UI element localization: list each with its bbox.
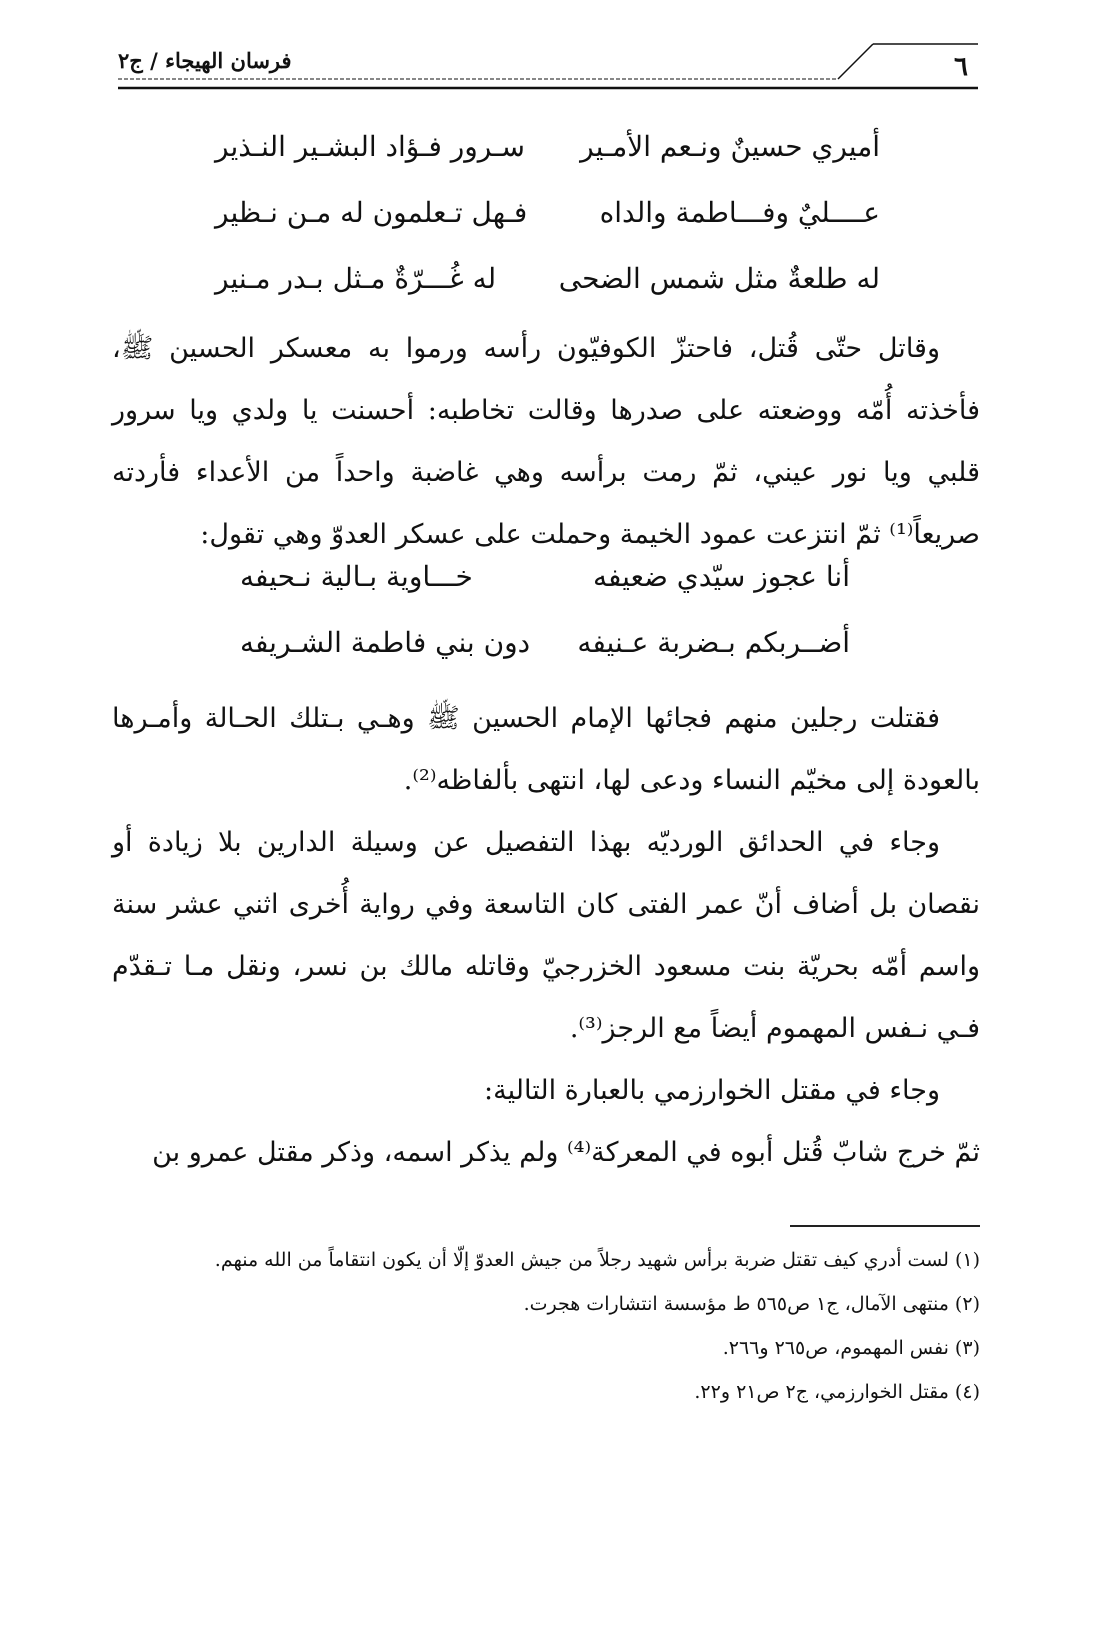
paragraph-text: ثمّ خرج شابّ قُتل أبوه في المعركة⁽⁴⁾ ولم يذكر اسمه، وذكر مقتل عمرو بن: [152, 1137, 980, 1168]
footnote: (٢) منتهى الآمال، ج١ ص٥٦٥ ط مؤسسة انتشارات هجرت.: [523, 1293, 980, 1315]
footnote: (٤) مقتل الخوارزمي، ج٢ ص٢١ و٢٢.: [694, 1381, 980, 1403]
paragraph-text: وقاتل حتّى قُتل، فاحتزّ الكوفيّون رأسه ورموا به معسكر الحسين ﷺ، فأخذته أُمّه ووضعته على صدرها وقالت تخاطبه: أحسنت يا ولدي ويا سرور قلبي ويا نور عيني، ثمّ رمت برأسه وهي غاضبة واحداً من الأعداء فأردته صريعاً⁽¹⁾ ثمّ انتزعت عمود الخيمة وحملت على عسكر العدوّ وهي تقول:: [112, 333, 980, 550]
book-title: فرسان الهيجاء / ج٢: [118, 48, 292, 73]
verse-first-hemistich: أميري حسينٌ ونـعم الأمـير: [580, 130, 880, 163]
page-header: [118, 38, 978, 98]
verse-second-hemistich: دون بني فاطمة الشـريفه: [240, 626, 531, 659]
page-number: ٦: [954, 52, 968, 82]
verse-second-hemistich: سـرور فـؤاد البشـير النـذير: [215, 130, 525, 163]
paragraph-text: فقتلت رجلين منهم فجائها الإمام الحسين ﷺ وهـي بـتلك الحـالة وأمـرها بالعودة إلى مخيّم النساء ودعى لها، انتهى بألفاظه⁽²⁾.: [112, 703, 980, 796]
paragraph-2: [112, 688, 980, 812]
paragraph-3: [112, 812, 980, 1060]
verse-second-hemistich: خـــاوية بـالية نـحيفه: [240, 560, 473, 593]
footnote-separator: [790, 1225, 980, 1227]
paragraph-1: [112, 318, 980, 566]
verse: [215, 130, 880, 196]
poem-block-1: [215, 130, 880, 328]
paragraph-4: [112, 1060, 980, 1184]
verse: [240, 626, 850, 692]
verse-first-hemistich: له طلعةٌ مثل شمس الضحى: [558, 262, 880, 295]
verse-second-hemistich: فـهل تـعلمون له مـن نـظير: [215, 196, 528, 229]
poem-block-2: [240, 560, 850, 692]
verse-second-hemistich: له غُـــرّةٌ مـثل بـدر مـنير: [215, 262, 497, 295]
verse: [215, 196, 880, 262]
paragraph-text: وجاء في الحدائق الورديّه بهذا التفصيل عن وسيلة الدارين بلا زيادة أو نقصان بل أضاف أنّ عمر الفتى كان التاسعة وفي رواية أُخرى اثني عشر سنة واسم أمّه بحريّة بنت مسعود الخزرجيّ وقاتله مالك بن نسر، ونقل مـا تـقدّم فـي نـفس المهموم أيضاً مع الرجز⁽³⁾.: [112, 827, 980, 1044]
verse-first-hemistich: أضــربكم بـضربة عـنيفه: [577, 626, 850, 659]
paragraph-text: وجاء في مقتل الخوارزمي بالعبارة التالية:: [484, 1075, 940, 1106]
verse: [240, 560, 850, 626]
footnote: (٣) نفس المهموم، ص٢٦٥ و٢٦٦.: [722, 1337, 980, 1359]
verse-first-hemistich: أنا عجوز سيّدي ضعيفه: [592, 560, 850, 593]
verse-first-hemistich: عــــليٌ وفـــاطمة والداه: [599, 196, 880, 229]
footnote: (١) لست أدري كيف تقتل ضربة برأس شهيد رجلاً من جيش العدوّ إلّا أن يكون انتقاماً من الله منهم.: [214, 1249, 980, 1271]
footnotes: [112, 1238, 980, 1414]
